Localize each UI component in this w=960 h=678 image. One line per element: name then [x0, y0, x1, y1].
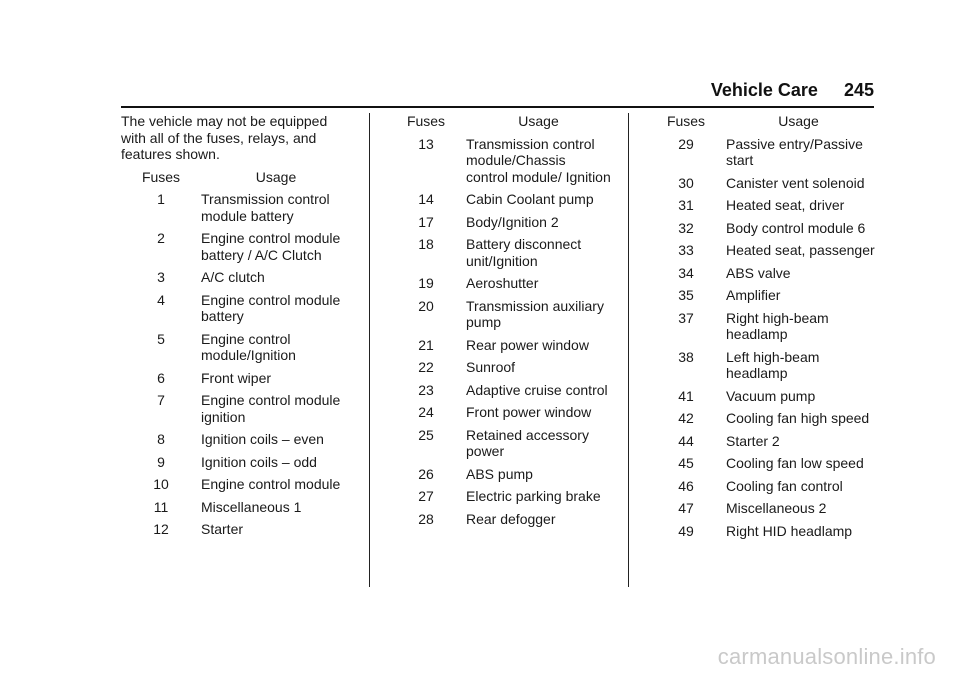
fuse-usage: Electric parking brake [466, 488, 601, 504]
fuse-number: 23 [418, 381, 434, 398]
fuse-number: 6 [157, 369, 165, 386]
fuse-usage: Rear power window [466, 336, 589, 353]
table-row [386, 136, 611, 186]
fuse-usage: Heated seat, driver [726, 197, 845, 213]
fuse-number: 2 [157, 230, 165, 246]
fuse-number: 32 [678, 219, 694, 236]
table-row [386, 382, 611, 399]
table-row [121, 292, 356, 325]
fuse-number: 17 [418, 213, 434, 230]
table-row [121, 331, 356, 364]
fuse-number: 21 [418, 336, 434, 353]
fuse-number: 25 [418, 426, 434, 443]
fuse-usage: Engine control module battery [201, 291, 341, 324]
fuse-usage: Right HID headlamp [726, 522, 853, 539]
table-row [386, 404, 611, 421]
table-row [121, 230, 356, 263]
fuse-number: 7 [157, 392, 165, 408]
fuse-usage: Left high-beam headlamp [726, 348, 820, 381]
table-header [386, 113, 611, 130]
table-row [386, 298, 611, 331]
fuse-number: 47 [678, 500, 694, 516]
table-row [646, 349, 876, 382]
fuse-usage: Body control module 6 [726, 219, 866, 236]
fuse-number: 1 [157, 191, 165, 207]
header-rule [121, 106, 874, 108]
fuse-usage: Engine control module ignition [201, 392, 341, 425]
table-row [386, 214, 611, 231]
fuse-usage: Transmission auxiliary pump [466, 297, 604, 330]
fuse-number: 37 [678, 309, 694, 326]
fuse-usage: Engine control module battery / A/C Clutch [201, 230, 341, 263]
table-row [121, 499, 356, 516]
fuse-usage: Ignition coils – even [201, 431, 324, 447]
fuse-usage: Right high-beam headlamp [726, 309, 829, 342]
fuse-number: 49 [678, 522, 694, 539]
fuse-usage: Retained accessory power [466, 426, 589, 459]
fuse-number: 13 [418, 135, 434, 152]
fuse-number: 28 [418, 510, 434, 527]
fuse-usage: Engine control module/Ignition [201, 330, 296, 363]
section-title: Vehicle Care [710, 80, 818, 100]
table-row [646, 410, 876, 427]
fuse-number: 46 [678, 477, 694, 494]
fuse-usage: Cooling fan high speed [726, 410, 870, 426]
table-header [646, 113, 876, 130]
fuse-number: 26 [418, 465, 434, 482]
table-row [646, 433, 876, 450]
column-divider [628, 113, 629, 587]
fuse-usage: Transmission control module battery [201, 191, 330, 224]
fuse-number: 11 [153, 498, 169, 515]
fuses-header: Fuses [141, 168, 181, 185]
table-row [386, 359, 611, 376]
fuse-usage: Battery disconnect unit/Ignition [466, 236, 582, 269]
table-row [646, 220, 876, 237]
fuse-usage: Miscellaneous 2 [726, 500, 827, 516]
table-row [386, 337, 611, 354]
fuse-usage: Body/Ignition 2 [466, 213, 559, 230]
table-row [121, 454, 356, 471]
table-row [646, 265, 876, 282]
fuse-number: 45 [678, 455, 694, 471]
table-row [386, 236, 611, 269]
table-row [646, 388, 876, 405]
fuse-number: 10 [153, 476, 169, 492]
table-row [646, 175, 876, 192]
fuse-number: 8 [157, 431, 165, 447]
fuse-number: 44 [678, 432, 694, 449]
fuse-number: 5 [157, 330, 165, 347]
page-header [711, 80, 874, 101]
fuse-number: 38 [678, 348, 694, 365]
fuse-usage: Miscellaneous 1 [201, 498, 302, 515]
fuse-usage: Passive entry/Passive start [726, 135, 863, 168]
fuse-usage: ABS pump [466, 465, 533, 482]
fuse-number: 31 [678, 197, 694, 213]
fuse-usage: Starter 2 [726, 432, 780, 449]
fuse-number: 34 [678, 264, 694, 281]
table-row [646, 478, 876, 495]
fuse-usage: Ignition coils – odd [201, 453, 317, 470]
fuse-usage: A/C clutch [201, 269, 265, 285]
fuse-number: 20 [418, 297, 434, 314]
table-row [121, 191, 356, 224]
fuse-number: 29 [678, 135, 694, 152]
fuse-usage: Canister vent solenoid [726, 174, 865, 191]
fuse-column-3 [646, 113, 876, 545]
fuse-usage: Cooling fan control [726, 477, 843, 494]
fuse-usage: Front power window [466, 404, 592, 420]
table-row [121, 269, 356, 286]
table-row [386, 191, 611, 208]
fuses-header: Fuses [666, 113, 706, 129]
fuse-usage: Amplifier [726, 287, 781, 303]
table-row [386, 511, 611, 528]
fuse-usage: Engine control module [201, 476, 341, 492]
fuse-number: 33 [678, 242, 694, 258]
fuse-number: 42 [678, 410, 694, 426]
fuse-number: 24 [418, 404, 434, 420]
fuse-number: 3 [157, 269, 165, 285]
table-row [121, 431, 356, 448]
fuse-number: 35 [678, 287, 694, 303]
fuse-usage: Sunroof [466, 359, 516, 375]
fuse-usage: Cooling fan low speed [726, 455, 864, 471]
fuse-usage: Rear defogger [466, 510, 556, 527]
table-row [646, 310, 876, 343]
table-row [386, 275, 611, 292]
table-row [386, 466, 611, 483]
table-row [646, 523, 876, 540]
fuse-number: 12 [153, 521, 169, 537]
table-row [646, 197, 876, 214]
fuse-number: 19 [418, 275, 434, 291]
table-row [121, 476, 356, 493]
fuse-number: 22 [418, 359, 434, 375]
table-row [121, 392, 356, 425]
fuse-usage: Starter [201, 521, 244, 537]
table-row [646, 455, 876, 472]
table-row [646, 136, 876, 169]
table-row [121, 521, 356, 538]
table-row [121, 370, 356, 387]
table-header [121, 169, 356, 186]
fuse-usage: Front wiper [201, 369, 272, 386]
fuse-number: 4 [157, 291, 165, 308]
table-row [386, 488, 611, 505]
column-divider [369, 113, 370, 587]
fuse-usage: Cabin Coolant pump [466, 191, 594, 207]
table-row [646, 242, 876, 259]
usage-header: Usage [255, 168, 297, 185]
fuse-usage: Adaptive cruise control [466, 381, 608, 398]
fuse-number: 27 [418, 488, 434, 504]
fuse-number: 14 [418, 191, 434, 207]
usage-header: Usage [778, 113, 819, 129]
usage-header: Usage [518, 113, 559, 129]
intro-text: The vehicle may not be equipped with all of the fuses, relays, and features shown. [121, 113, 328, 162]
watermark: carmanualsonline.info [717, 644, 936, 669]
table-row [646, 500, 876, 517]
table-row [386, 427, 611, 460]
fuse-usage: Transmission control module/Chassis control module/ Ignition [466, 135, 611, 185]
fuse-number: 30 [678, 174, 694, 191]
fuse-usage: ABS valve [726, 264, 791, 281]
fuse-usage: Aeroshutter [466, 275, 539, 291]
page-number: 245 [843, 80, 874, 100]
fuses-header: Fuses [406, 113, 446, 129]
fuse-number: 18 [418, 236, 434, 252]
fuse-usage: Heated seat, passenger [726, 242, 875, 258]
fuse-number: 9 [157, 453, 165, 470]
fuse-usage: Vacuum pump [726, 387, 816, 404]
fuse-column-2 [386, 113, 611, 533]
fuse-number: 41 [678, 387, 694, 404]
table-row [646, 287, 876, 304]
fuse-column-1 [121, 113, 356, 544]
